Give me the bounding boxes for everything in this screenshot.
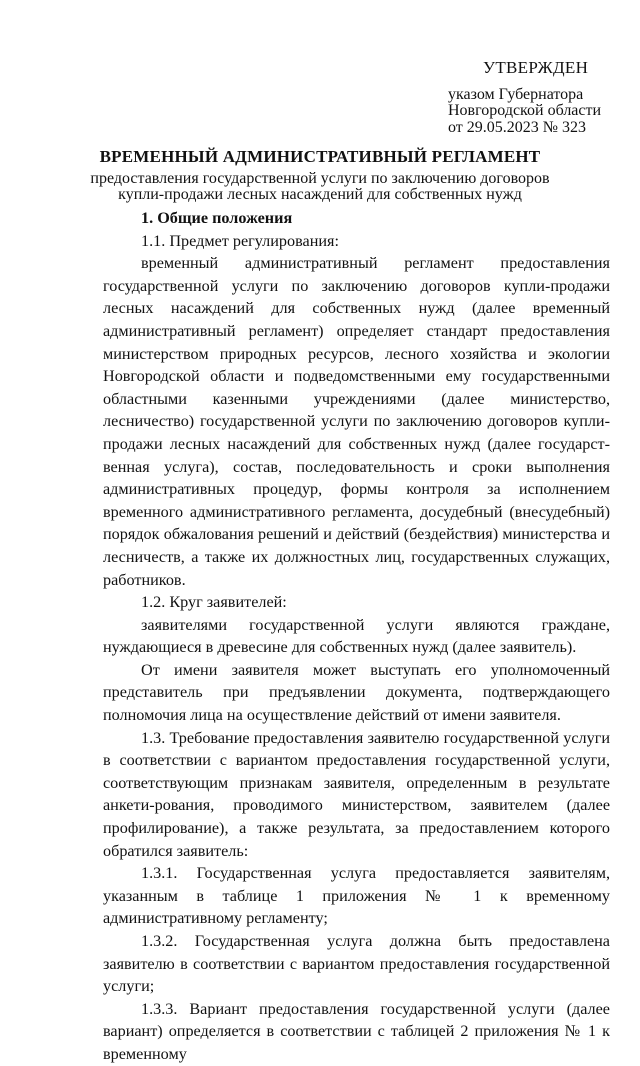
- approval-line-date: от 29.05.2023 № 323: [448, 118, 587, 136]
- section-1-3-1-text: 1.3.1. Государственная услуга предоставляется заявителям, указанным в таблице 1 приложения № 1 к временному административному регламенту;: [103, 864, 610, 928]
- document-title: ВРЕМЕННЫЙ АДМИНИСТРАТИВНЫЙ РЕГЛАМЕНТ: [99, 147, 541, 166]
- subtitle-line-2: купли-продажи лесных насаждений для собственных нужд: [118, 185, 522, 203]
- document-body: [103, 207, 610, 1066]
- section-1-2-text: заявителями государственной услуги являются граждане, нуждающиеся в древесине для собственных нужд (далее заявитель).: [103, 615, 610, 657]
- subtitle-line-1: предоставления государственной услуги по заключению договоров: [90, 170, 550, 187]
- section-1-2-representative: От имени заявителя может выступать его уполномоченный представитель при предъявлении документа, подтверждающего полномочия лица на осуществление действий от имени заявителя.: [103, 660, 610, 725]
- approval-stamp: [448, 60, 628, 136]
- section-1-1-text: временный административный регламент предоставления государственной услуги по заключению договоров купли-продажи лесных насаждений для собственных нужд (далее временный административный регламент) определяет стандарт предоставления министерством природных ресурсов, лесного хозяйства и экологии Новгородской области и подведомственными ему государственными областными казенными учреждениями (далее министерство, лесничество) государственной услуги по заключению договоров купли-продажи лесных насаждений для собственных нужд (далее государст-венная услуга), состав, последовательность и сроки выполнения административных процедур, формы контроля за исполнением временного административного регламента, досудебный (внесудебный) порядок обжалования решений и действий (бездействия) министерства и лесничеств, а также их должностных лиц, государственных служащих, работников.: [103, 254, 610, 589]
- section-1-3-text: 1.3. Требование предоставления заявителю государственной услуги в соответствии с вариантом предоставления государственной услуги, соответствующим признакам заявителя, определенным в результате анкети-рования, проводимого министерством, заявителем (далее профилирование), а также результата, за предоставлением которого обратился заявитель:: [103, 728, 610, 860]
- approval-line-decree: указом Губернатора: [448, 85, 584, 103]
- document-subtitle: [0, 171, 640, 202]
- section-1-1-heading: 1.1. Предмет регулирования:: [141, 231, 339, 250]
- approval-line-region: Новгородской области: [448, 102, 602, 119]
- section-1-2-heading: 1.2. Круг заявителей:: [141, 593, 287, 612]
- section-1-3-3-text: 1.3.3. Вариант предоставления государственной услуги (далее вариант) определяется в соответствии с таблицей 2 приложения № 1 к временному: [103, 999, 610, 1063]
- approved-label: УТВЕРЖДЕН: [483, 58, 589, 77]
- section-1-3-2-text: 1.3.2. Государственная услуга должна быть предоставлена заявителю в соответствии с вариантом предоставления государственной услуги;: [103, 932, 610, 996]
- section-1-heading: 1. Общие положения: [141, 209, 293, 227]
